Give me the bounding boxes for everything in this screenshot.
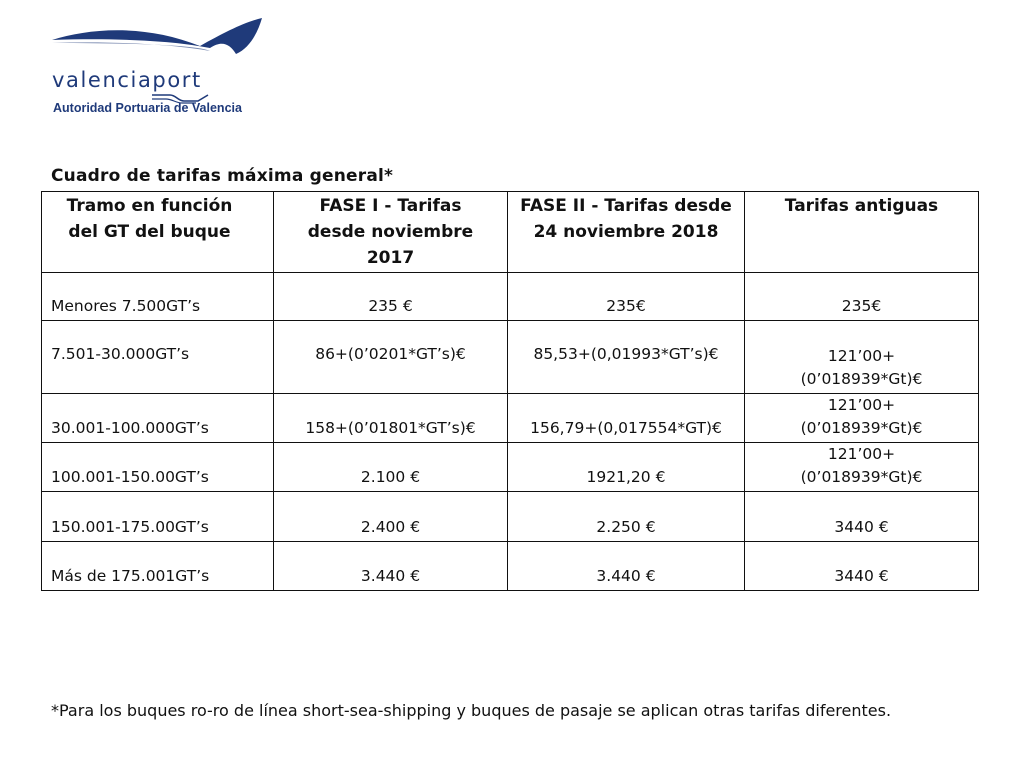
header-fase-1: FASE I - Tarifas desde noviembre 2017 <box>274 192 508 273</box>
row-antiguas: 121’00+ (0’018939*Gt)€ <box>745 394 979 443</box>
row-fase-1: 2.400 € <box>274 492 508 542</box>
valenciaport-wave-icon <box>50 14 270 70</box>
row-tramo: 150.001-175.00GT’s <box>42 492 274 542</box>
row-tramo: 7.501-30.000GT’s <box>42 321 274 394</box>
row-fase-2: 3.440 € <box>508 542 745 591</box>
row-fase-2: 235€ <box>508 273 745 321</box>
table-row <box>42 394 979 443</box>
row-fase-1: 158+(0’01801*GT’s)€ <box>274 394 508 443</box>
table-title: Cuadro de tarifas máxima general* <box>51 166 394 186</box>
table-row <box>42 443 979 492</box>
row-antiguas: 3440 € <box>745 492 979 542</box>
tariff-table <box>41 191 979 591</box>
valenciaport-logo <box>50 14 270 124</box>
row-fase-2: 156,79+(0,017554*GT)€ <box>508 394 745 443</box>
header-tramo: Tramo en función del GT del buque <box>42 192 274 273</box>
row-fase-1: 2.100 € <box>274 443 508 492</box>
row-tramo: 30.001-100.000GT’s <box>42 394 274 443</box>
row-fase-2: 2.250 € <box>508 492 745 542</box>
header-tarifas-antiguas: Tarifas antiguas <box>745 192 979 273</box>
row-fase-1: 235 € <box>274 273 508 321</box>
footnote: *Para los buques ro-ro de línea short-sea-shipping y buques de pasaje se aplican otras tarifas diferentes. <box>51 701 892 720</box>
table-row <box>42 492 979 542</box>
row-fase-1: 86+(0’0201*GT’s)€ <box>274 321 508 394</box>
table-row <box>42 321 979 394</box>
row-antiguas: 121’00+ (0’018939*Gt)€ <box>745 443 979 492</box>
logo-subtitle: Autoridad Portuaria de Valencia <box>53 101 242 115</box>
row-tramo: 100.001-150.00GT’s <box>42 443 274 492</box>
row-antiguas: 3440 € <box>745 542 979 591</box>
row-antiguas: 121’00+ (0’018939*Gt)€ <box>745 321 979 394</box>
row-fase-2: 1921,20 € <box>508 443 745 492</box>
row-tramo: Menores 7.500GT’s <box>42 273 274 321</box>
row-tramo: Más de 175.001GT’s <box>42 542 274 591</box>
table-row <box>42 542 979 591</box>
row-fase-2: 85,53+(0,01993*GT’s)€ <box>508 321 745 394</box>
header-fase-2: FASE II - Tarifas desde 24 noviembre 2018 <box>508 192 745 273</box>
table-row <box>42 273 979 321</box>
row-fase-1: 3.440 € <box>274 542 508 591</box>
table-header-row <box>42 192 979 273</box>
row-antiguas: 235€ <box>745 273 979 321</box>
logo-wordmark: valenciaport <box>52 68 202 92</box>
